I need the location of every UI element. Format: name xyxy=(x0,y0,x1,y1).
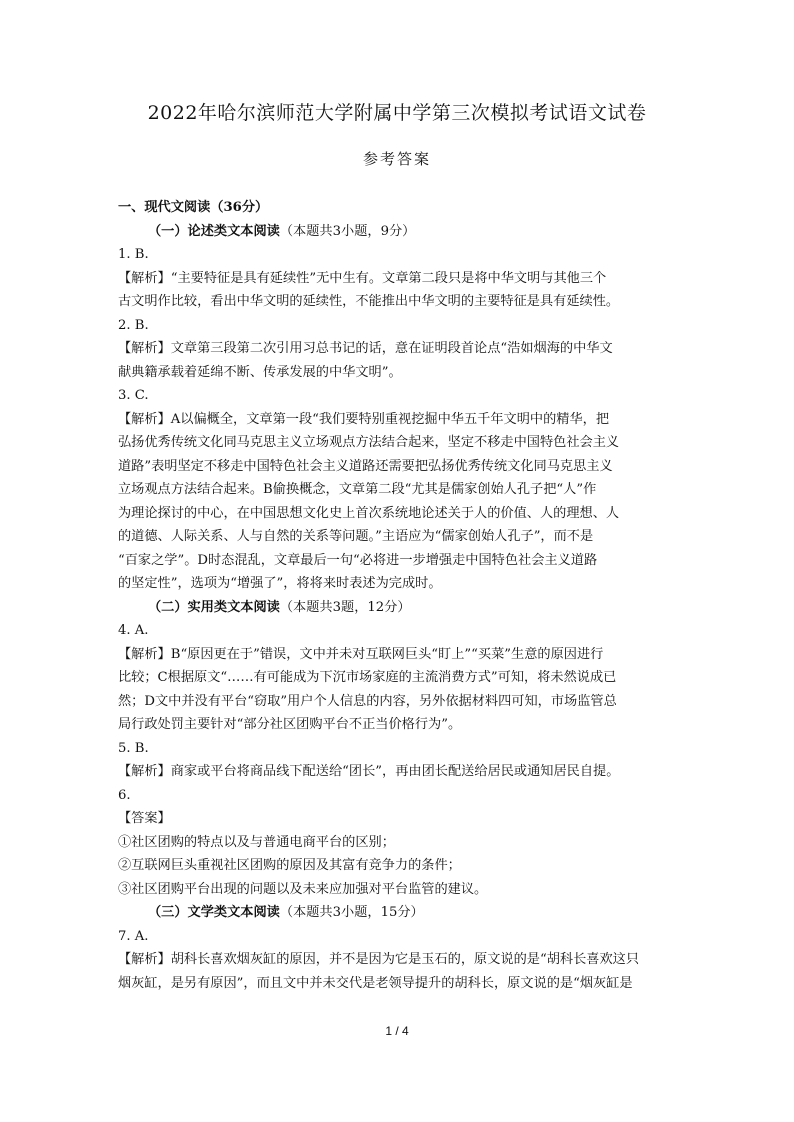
answer-q7: 7. A. xyxy=(118,928,149,944)
analysis-line: 【解析】B“原因更在于”错误，文中并未对互联网巨头“盯上”“买菜”生意的原因进行 xyxy=(118,646,604,662)
subsection-heading xyxy=(118,901,680,925)
subsection-heading xyxy=(118,596,680,620)
document-body xyxy=(118,196,680,995)
answer-q1: 1. B. xyxy=(118,247,149,262)
subsection-note: （本题共3小题，15分） xyxy=(279,905,424,920)
answer-label: 【答案】 xyxy=(118,811,171,826)
analysis-line: 古文明作比较，看出中华文明的延续性，不能推出中华文明的主要特征是具有延续性。 xyxy=(118,294,620,309)
analysis-line: 烟灰缸，是另有原因”，而且文中并未交代是老领导提升的胡科长，原文说的是“烟灰缸是 xyxy=(118,975,633,991)
analysis-line: 局行政处罚主要针对“部分社区团购平台不正当价格行为”。 xyxy=(118,717,462,732)
page-number: 1 / 4 xyxy=(385,1024,409,1038)
document-title: 2022年哈尔滨师范大学附属中学第三次模拟考试语文试卷 xyxy=(147,102,647,124)
analysis-line: 然；D文中并没有平台“窃取”用户个人信息的内容，另外依据材料四可知，市场监管总 xyxy=(118,693,617,709)
document-subtitle: 参考答案 xyxy=(362,150,431,168)
answer-q5: 5. B. xyxy=(118,740,149,756)
analysis-line: 为理论探讨的中心，在中国思想文化史上首次系统地论述关于人的价值、人的理想、人 xyxy=(118,505,620,521)
answer-q2: 2. B. xyxy=(118,317,149,333)
subsection-title: （二）实用类文本阅读 xyxy=(148,599,280,615)
answer-point: ①社区团购的特点以及与普通电商平台的区别； xyxy=(118,834,395,850)
analysis-line: 比较；C根据原文“……有可能成为下沉市场家庭的主流消费方式”可知，将未然说成已 xyxy=(118,670,617,685)
analysis-line: 立场观点方法结合起来。B偷换概念，文章第二段“尤其是儒家创始人孔子把“人”作 xyxy=(118,482,597,497)
answer-q4: 4. A. xyxy=(118,623,149,638)
analysis-line: 【解析】文章第三段第二次引用习总书记的话，意在证明段首论点“浩如烟海的中华文 xyxy=(118,341,613,356)
subsection-note: （本题共3题，12分） xyxy=(279,599,411,615)
subsection-title: （三）文学类文本阅读 xyxy=(148,905,280,920)
answer-q3: 3. C. xyxy=(118,388,149,403)
analysis-line: 弘扬优秀传统文化同马克思主义立场观点方法结合起来，坚定不移走中国特色社会主义 xyxy=(118,435,620,450)
analysis-line: 【解析】商家或平台将商品线下配送给“团长”，再由团长配送给居民或通知居民自提。 xyxy=(118,764,620,779)
section-heading: 一、现代文阅读（36分） xyxy=(118,200,269,215)
analysis-line: 的坚定性”，选项为“增强了”，将将来时表述为完成时。 xyxy=(118,576,442,591)
analysis-line: “百家之学”。D时态混乱，文章最后一句“必将进一步增强走中国特色社会主义道路 xyxy=(118,552,598,568)
analysis-line: 道路”表明坚定不移走中国特色社会主义道路还需要把弘扬优秀传统文化同马克思主义 xyxy=(118,458,613,474)
analysis-line: 【解析】A以偏概全，文章第一段“我们要特别重视挖掘中华五千年文明中的精华，把 xyxy=(118,411,610,427)
analysis-line: 【解析】“主要特征是具有延续性”无中生有。文章第二段只是将中华文明与其他三个 xyxy=(118,270,607,286)
answer-point: ②互联网巨头重视社区团购的原因及其富有竞争力的条件； xyxy=(118,858,461,873)
analysis-line: 【解析】胡科长喜欢烟灰缸的原因，并不是因为它是玉石的，原文说的是“胡科长喜欢这只 xyxy=(118,952,640,967)
subsection-heading xyxy=(118,220,680,244)
analysis-line: 献典籍承载着延绵不断、传承发展的中华文明”。 xyxy=(118,364,402,380)
subsection-title: （一）论述类文本阅读 xyxy=(148,223,280,239)
analysis-line: 的道德、人际关系、人与自然的关系等问题。”主语应为“儒家创始人孔子”，而不是 xyxy=(118,529,594,544)
answer-point: ③社区团购平台出现的问题以及未来应加强对平台监管的建议。 xyxy=(118,881,488,897)
answer-q6: 6. xyxy=(118,787,131,803)
subsection-note: （本题共3小题，9分） xyxy=(279,223,416,239)
